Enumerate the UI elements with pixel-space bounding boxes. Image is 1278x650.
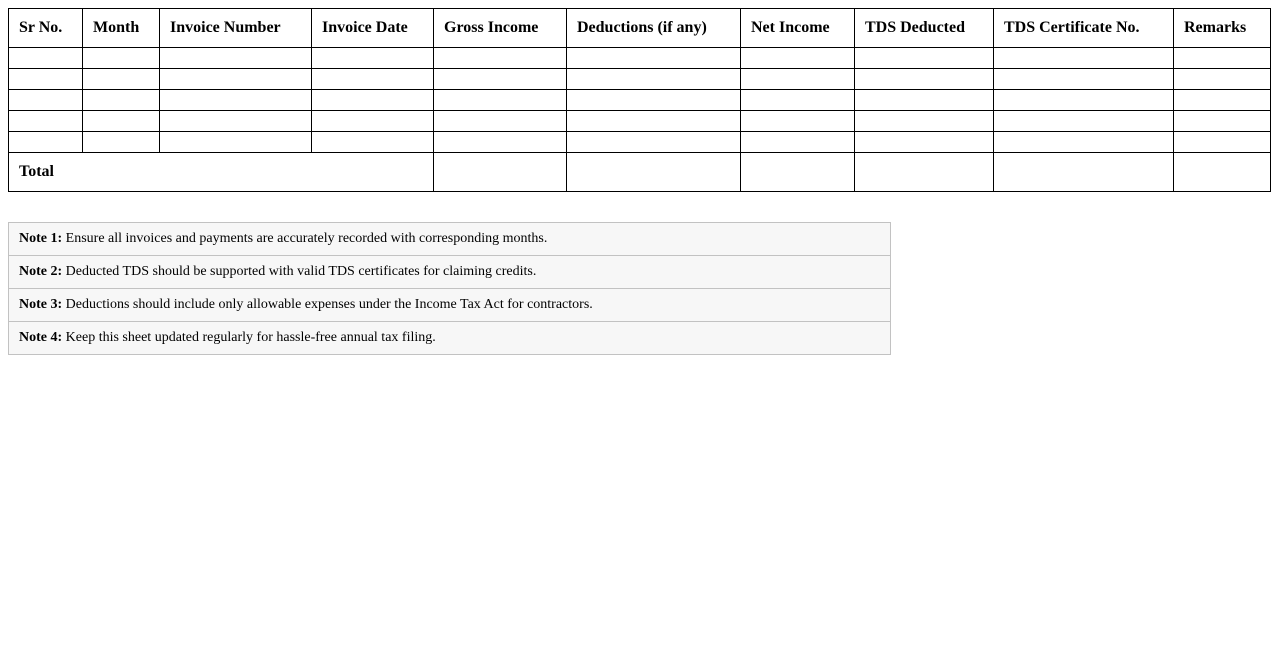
col-header-gross-income: Gross Income — [434, 9, 567, 48]
table-cell[interactable] — [1174, 69, 1271, 90]
col-header-month: Month — [83, 9, 160, 48]
table-cell[interactable] — [994, 48, 1174, 69]
table-cell[interactable] — [83, 111, 160, 132]
table-cell[interactable] — [160, 111, 312, 132]
total-label: Total — [9, 153, 434, 192]
col-header-tds-deducted: TDS Deducted — [855, 9, 994, 48]
table-cell[interactable] — [855, 90, 994, 111]
table-row — [9, 48, 1271, 69]
note-text: Deductions should include only allowable expenses under the Income Tax Act for contractors. — [65, 297, 593, 312]
note-label: Note 4: — [19, 330, 63, 345]
note-label: Note 1: — [19, 231, 63, 246]
note-text: Ensure all invoices and payments are accurately recorded with corresponding months. — [65, 231, 548, 246]
table-cell[interactable] — [741, 132, 855, 153]
total-remarks-cell[interactable] — [1174, 153, 1271, 192]
total-deductions-cell[interactable] — [567, 153, 741, 192]
note-text: Deducted TDS should be supported with valid TDS certificates for claiming credits. — [65, 264, 537, 279]
total-gross-income-cell[interactable] — [434, 153, 567, 192]
table-cell[interactable] — [1174, 48, 1271, 69]
table-cell[interactable] — [83, 69, 160, 90]
table-cell[interactable] — [994, 69, 1174, 90]
total-net-income-cell[interactable] — [741, 153, 855, 192]
table-cell[interactable] — [312, 111, 434, 132]
note-text: Keep this sheet updated regularly for hassle-free annual tax filing. — [65, 330, 436, 345]
table-cell[interactable] — [741, 69, 855, 90]
table-cell[interactable] — [9, 111, 83, 132]
table-cell[interactable] — [434, 111, 567, 132]
table-cell[interactable] — [1174, 132, 1271, 153]
table-row — [9, 69, 1271, 90]
header-row — [9, 9, 1271, 48]
note-cell — [9, 256, 891, 289]
table-cell[interactable] — [160, 90, 312, 111]
table-cell[interactable] — [312, 69, 434, 90]
table-cell[interactable] — [855, 48, 994, 69]
table-cell[interactable] — [567, 90, 741, 111]
table-cell[interactable] — [855, 69, 994, 90]
table-cell[interactable] — [9, 132, 83, 153]
table-cell[interactable] — [312, 48, 434, 69]
table-cell[interactable] — [312, 132, 434, 153]
note-row — [9, 322, 891, 355]
total-tds-certificate-cell[interactable] — [994, 153, 1174, 192]
table-row — [9, 132, 1271, 153]
table-cell[interactable] — [9, 69, 83, 90]
table-cell[interactable] — [855, 132, 994, 153]
table-cell[interactable] — [567, 69, 741, 90]
col-header-net-income: Net Income — [741, 9, 855, 48]
table-cell[interactable] — [567, 111, 741, 132]
table-body — [9, 48, 1271, 153]
table-cell[interactable] — [855, 111, 994, 132]
table-cell[interactable] — [567, 132, 741, 153]
note-row — [9, 289, 891, 322]
notes-table — [8, 222, 891, 355]
col-header-remarks: Remarks — [1174, 9, 1271, 48]
table-cell[interactable] — [83, 48, 160, 69]
col-header-sr-no: Sr No. — [9, 9, 83, 48]
total-tds-deducted-cell[interactable] — [855, 153, 994, 192]
page-content — [8, 8, 1271, 355]
table-cell[interactable] — [160, 48, 312, 69]
note-row — [9, 223, 891, 256]
table-cell[interactable] — [83, 132, 160, 153]
table-cell[interactable] — [83, 90, 160, 111]
table-cell[interactable] — [994, 111, 1174, 132]
note-label: Note 3: — [19, 297, 63, 312]
table-cell[interactable] — [567, 48, 741, 69]
col-header-deductions: Deductions (if any) — [567, 9, 741, 48]
table-row — [9, 90, 1271, 111]
table-cell[interactable] — [994, 90, 1174, 111]
table-cell[interactable] — [160, 69, 312, 90]
table-cell[interactable] — [160, 132, 312, 153]
table-cell[interactable] — [1174, 111, 1271, 132]
note-row — [9, 256, 891, 289]
table-cell[interactable] — [741, 90, 855, 111]
income-tds-table — [8, 8, 1271, 192]
total-row — [9, 153, 1271, 192]
note-cell — [9, 289, 891, 322]
note-label: Note 2: — [19, 264, 63, 279]
col-header-invoice-date: Invoice Date — [312, 9, 434, 48]
table-cell[interactable] — [434, 90, 567, 111]
table-cell[interactable] — [434, 48, 567, 69]
table-cell[interactable] — [741, 48, 855, 69]
note-cell — [9, 322, 891, 355]
note-cell — [9, 223, 891, 256]
table-cell[interactable] — [1174, 90, 1271, 111]
table-cell[interactable] — [434, 69, 567, 90]
table-row — [9, 111, 1271, 132]
table-cell[interactable] — [994, 132, 1174, 153]
col-header-invoice-number: Invoice Number — [160, 9, 312, 48]
col-header-tds-certificate-no: TDS Certificate No. — [994, 9, 1174, 48]
table-cell[interactable] — [9, 48, 83, 69]
table-cell[interactable] — [434, 132, 567, 153]
table-cell[interactable] — [741, 111, 855, 132]
table-cell[interactable] — [9, 90, 83, 111]
table-cell[interactable] — [312, 90, 434, 111]
